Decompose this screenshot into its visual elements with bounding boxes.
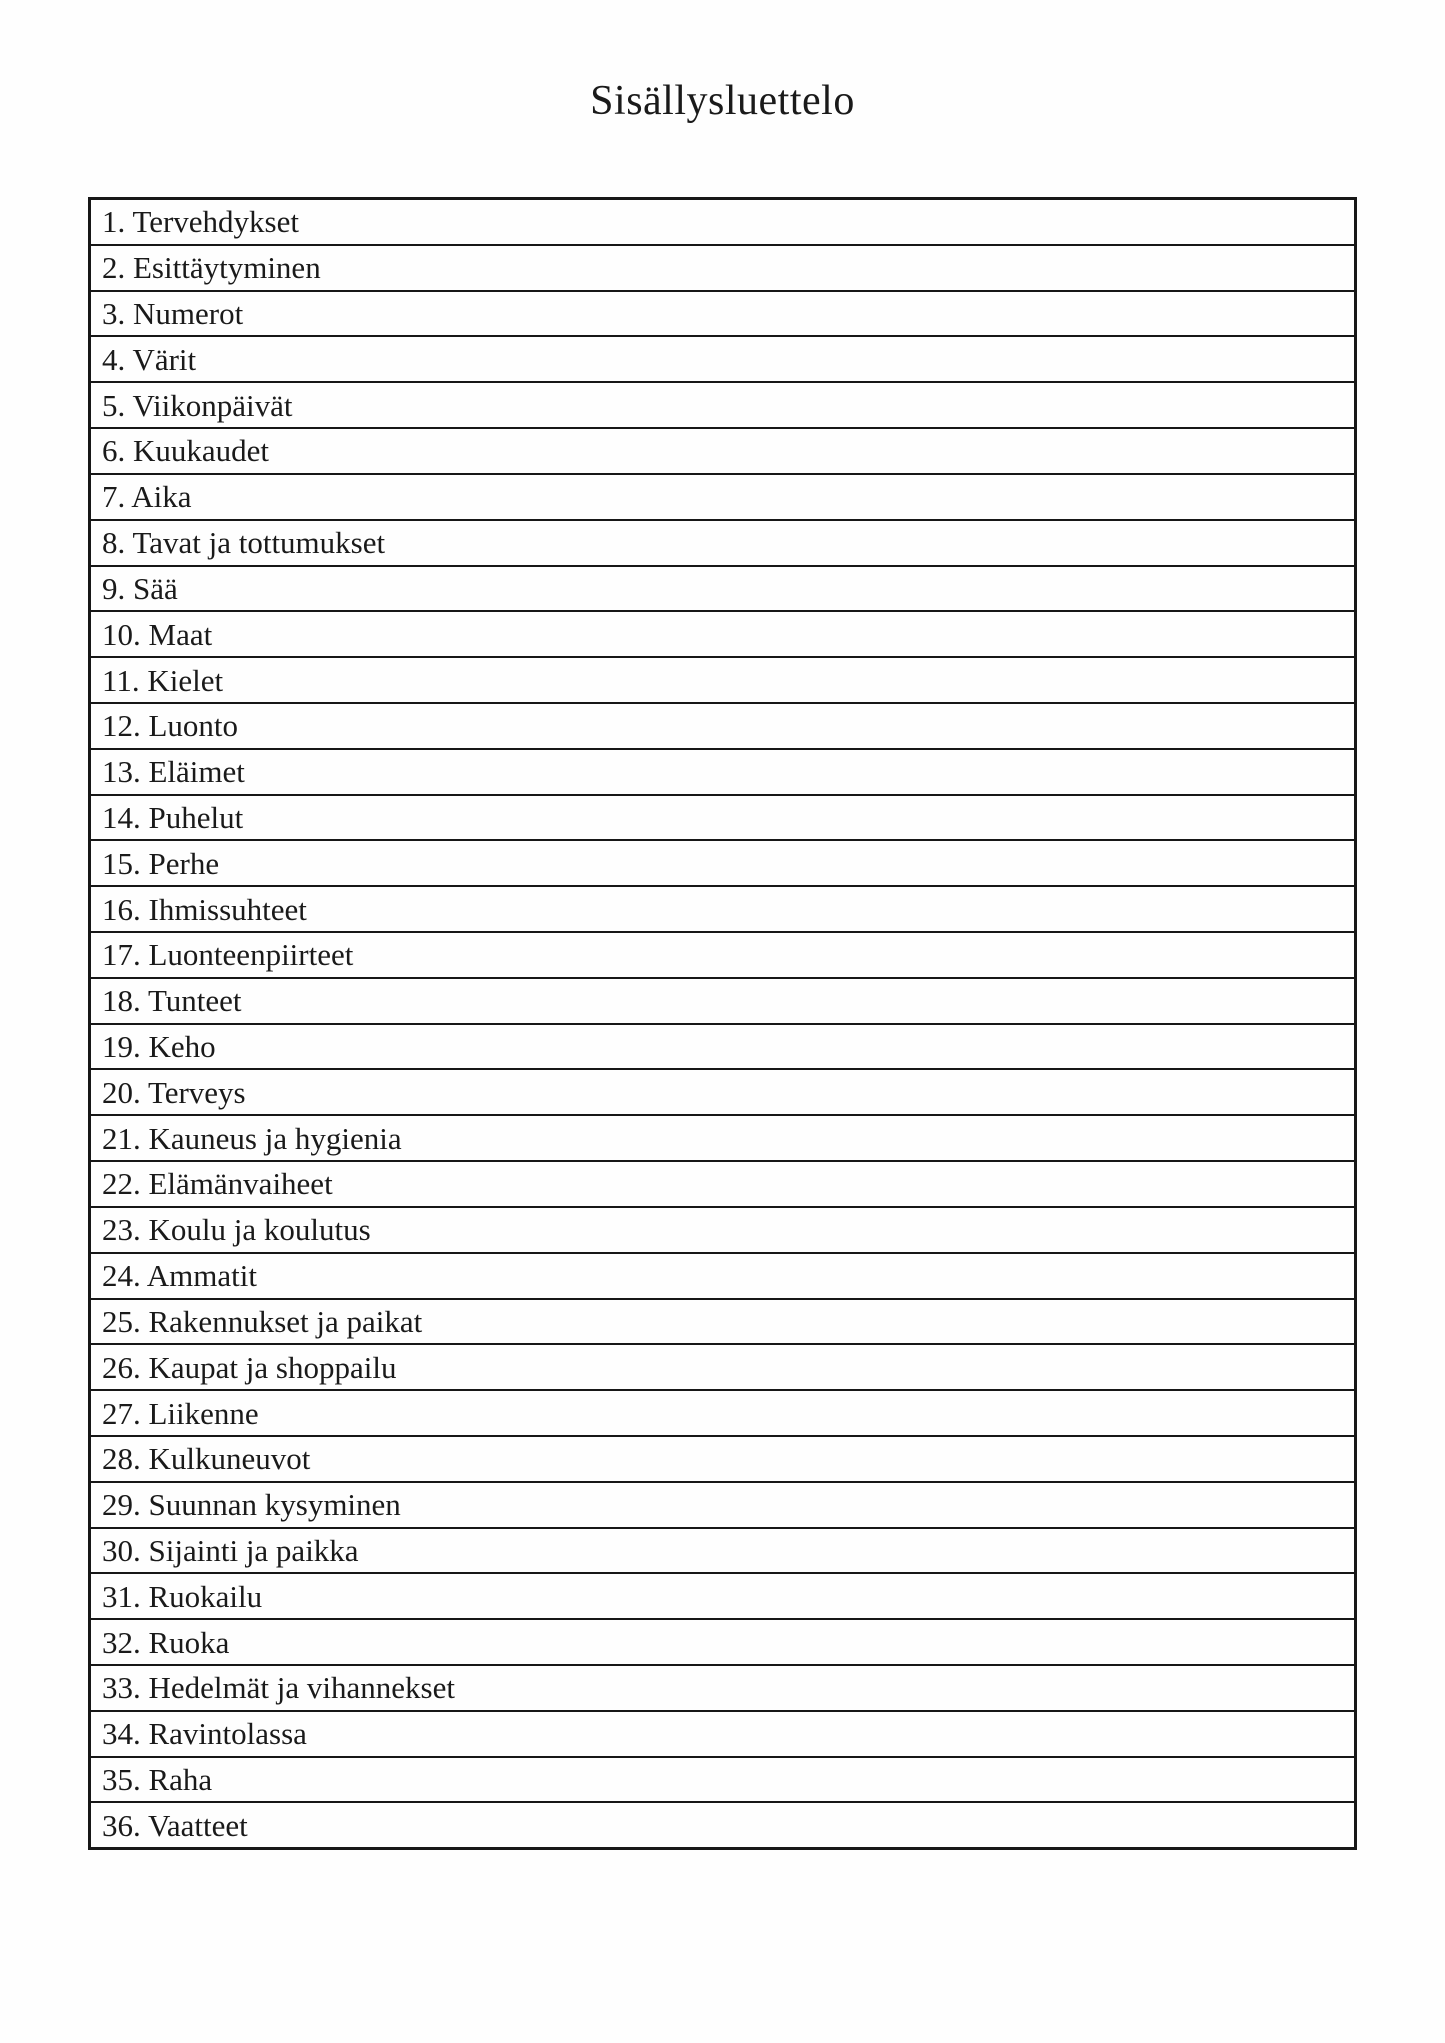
toc-entry-label: 29. Suunnan kysyminen bbox=[102, 1487, 401, 1523]
toc-row bbox=[91, 702, 1354, 748]
toc-entry-label: 6. Kuukaudet bbox=[102, 433, 270, 469]
toc-row bbox=[91, 335, 1354, 381]
toc-entry-label: 27. Liikenne bbox=[102, 1395, 259, 1431]
page-title: Sisällysluettelo bbox=[590, 78, 855, 124]
toc-row bbox=[91, 1023, 1354, 1069]
toc-row bbox=[91, 656, 1354, 702]
toc-entry-label: 2. Esittäytyminen bbox=[102, 250, 321, 286]
toc-row bbox=[91, 200, 1354, 244]
toc-row bbox=[91, 1114, 1354, 1160]
toc-entry-label: 14. Puhelut bbox=[102, 799, 244, 835]
toc-row bbox=[91, 1618, 1354, 1664]
toc-entry-label: 21. Kauneus ja hygienia bbox=[102, 1120, 402, 1156]
toc-entry-label: 8. Tavat ja tottumukset bbox=[102, 525, 386, 561]
toc-row bbox=[91, 244, 1354, 290]
toc-row bbox=[91, 610, 1354, 656]
toc-row bbox=[91, 1664, 1354, 1710]
toc-row bbox=[91, 1801, 1354, 1847]
toc-row bbox=[91, 794, 1354, 840]
toc-entry-label: 17. Luonteenpiirteet bbox=[102, 937, 354, 973]
toc-entry-label: 31. Ruokailu bbox=[102, 1578, 263, 1614]
toc-entry-label: 13. Eläimet bbox=[102, 754, 245, 790]
toc-entry-label: 4. Värit bbox=[102, 341, 197, 377]
toc-entry-label: 7. Aika bbox=[102, 479, 192, 515]
toc-entry-label: 12. Luonto bbox=[102, 708, 239, 744]
toc-entry-label: 1. Tervehdykset bbox=[102, 204, 299, 240]
toc-entry-label: 22. Elämänvaiheet bbox=[102, 1166, 333, 1202]
toc-entry-label: 33. Hedelmät ja vihannekset bbox=[102, 1670, 455, 1706]
toc-row bbox=[91, 1435, 1354, 1481]
toc-row bbox=[91, 1481, 1354, 1527]
toc-entry-label: 10. Maat bbox=[102, 616, 213, 652]
toc-row bbox=[91, 1527, 1354, 1573]
toc-row bbox=[91, 1756, 1354, 1802]
toc-row bbox=[91, 1252, 1354, 1298]
toc-row bbox=[91, 1343, 1354, 1389]
toc-entry-label: 18. Tunteet bbox=[102, 983, 242, 1019]
toc-row bbox=[91, 381, 1354, 427]
toc-entry-label: 36. Vaatteet bbox=[102, 1807, 248, 1843]
toc-entry-label: 16. Ihmissuhteet bbox=[102, 891, 307, 927]
toc-row bbox=[91, 290, 1354, 336]
toc-row bbox=[91, 1160, 1354, 1206]
toc-entry-label: 19. Keho bbox=[102, 1029, 216, 1065]
toc-entry-label: 5. Viikonpäivät bbox=[102, 387, 293, 423]
toc-row bbox=[91, 1572, 1354, 1618]
toc-entry-label: 35. Raha bbox=[102, 1762, 213, 1798]
toc-row bbox=[91, 427, 1354, 473]
toc-entry-label: 15. Perhe bbox=[102, 845, 220, 881]
toc-entry-label: 20. Terveys bbox=[102, 1074, 246, 1110]
toc-entry-label: 3. Numerot bbox=[102, 296, 244, 332]
toc-row bbox=[91, 748, 1354, 794]
toc-row bbox=[91, 565, 1354, 611]
toc-row bbox=[91, 519, 1354, 565]
toc-row bbox=[91, 1710, 1354, 1756]
toc-entry-label: 23. Koulu ja koulutus bbox=[102, 1212, 371, 1248]
toc-row bbox=[91, 839, 1354, 885]
toc-row bbox=[91, 1389, 1354, 1435]
toc-row bbox=[91, 1298, 1354, 1344]
toc-entry-label: 9. Sää bbox=[102, 570, 178, 606]
toc-entry-label: 24. Ammatit bbox=[102, 1258, 257, 1294]
toc-row bbox=[91, 1068, 1354, 1114]
toc-entry-label: 34. Ravintolassa bbox=[102, 1716, 307, 1752]
toc-row bbox=[91, 977, 1354, 1023]
toc-table bbox=[88, 197, 1357, 1850]
toc-row bbox=[91, 1206, 1354, 1252]
toc-row bbox=[91, 885, 1354, 931]
toc-entry-label: 28. Kulkuneuvot bbox=[102, 1441, 311, 1477]
toc-entry-label: 30. Sijainti ja paikka bbox=[102, 1532, 359, 1568]
toc-row bbox=[91, 473, 1354, 519]
toc-entry-label: 11. Kielet bbox=[102, 662, 224, 698]
toc-row bbox=[91, 931, 1354, 977]
toc-entry-label: 25. Rakennukset ja paikat bbox=[102, 1303, 423, 1339]
toc-entry-label: 32. Ruoka bbox=[102, 1624, 230, 1660]
toc-entry-label: 26. Kaupat ja shoppailu bbox=[102, 1349, 397, 1385]
